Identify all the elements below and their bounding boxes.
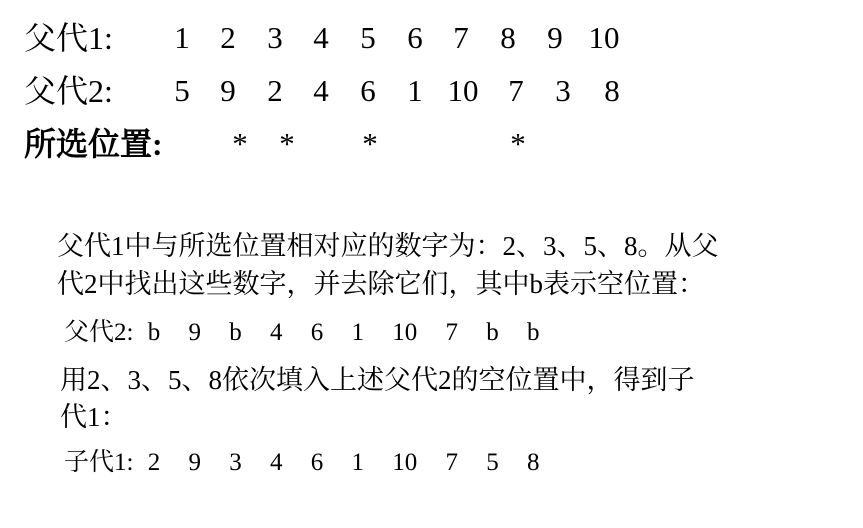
parent2-gene: 10 (447, 73, 479, 108)
sequence-value: 8 (526, 449, 540, 476)
selected-positions-label: 所选位置: (24, 126, 163, 162)
parent2-label: 父代2: (24, 73, 113, 109)
child1-label: 子代1: (64, 449, 134, 476)
parent1-gene: 3 (267, 20, 283, 55)
sequence-value: 5 (486, 449, 499, 476)
parent2-gene: 9 (220, 73, 236, 108)
parent1-gene: 1 (174, 20, 190, 55)
selected-position-marker: * (510, 126, 526, 161)
sequence-value: 1 (351, 449, 364, 476)
sequence-value: 2 (147, 449, 161, 476)
sequence-value: 6 (310, 449, 324, 476)
sequence-value: b (147, 319, 161, 346)
sequence-value: 6 (310, 319, 324, 346)
sequence-value: 4 (269, 319, 283, 346)
child1-sequence (64, 446, 539, 480)
sequence-value: b (526, 319, 540, 346)
parent2-gene: 5 (174, 73, 190, 108)
sequence-value: 9 (188, 449, 201, 476)
sequence-value: 10 (392, 449, 418, 476)
parent1-gene: 9 (547, 20, 563, 55)
parent2-gene: 8 (604, 73, 620, 108)
sequence-value: b (486, 319, 499, 346)
parent1-label: 父代1: (24, 20, 113, 56)
parent1-gene: 6 (407, 20, 423, 55)
selected-position-marker: * (362, 126, 378, 161)
parent2-gene: 6 (360, 73, 376, 108)
parent2-blanked-label: 父代2: (64, 319, 134, 346)
sequence-value: b (229, 319, 242, 346)
explanation-line-1: 父代1中与所选位置相对应的数字为：2、3、5、8。从父 (57, 231, 719, 261)
parent1-gene: 2 (220, 20, 236, 55)
parent2-gene: 3 (555, 73, 571, 108)
fill-instruction-line-1: 用2、3、5、8依次填入上述父代2的空位置中，得到子 (60, 365, 695, 395)
sequence-value: 10 (392, 319, 418, 346)
parent1-gene: 10 (588, 20, 620, 55)
sequence-value: 7 (445, 319, 458, 346)
explanation-line-2: 代2中找出这些数字，并去除它们，其中b表示空位置： (57, 269, 705, 299)
sequence-value: 7 (445, 449, 458, 476)
parent2-blanked-sequence (64, 316, 539, 350)
sequence-value: 1 (351, 319, 364, 346)
fill-instruction-line-2: 代1： (60, 402, 128, 432)
selected-position-marker: * (279, 126, 295, 161)
parent1-gene: 7 (453, 20, 469, 55)
parent2-gene: 4 (313, 73, 329, 108)
parent1-gene: 4 (313, 20, 329, 55)
sequence-value: 3 (229, 449, 242, 476)
parent2-gene: 7 (508, 73, 524, 108)
sequence-value: 9 (188, 319, 201, 346)
parent1-gene: 5 (360, 20, 376, 55)
parent2-gene: 1 (407, 73, 423, 108)
parent1-gene: 8 (500, 20, 516, 55)
sequence-value: 4 (269, 449, 283, 476)
parent2-gene: 2 (267, 73, 283, 108)
selected-position-marker: * (232, 126, 248, 161)
